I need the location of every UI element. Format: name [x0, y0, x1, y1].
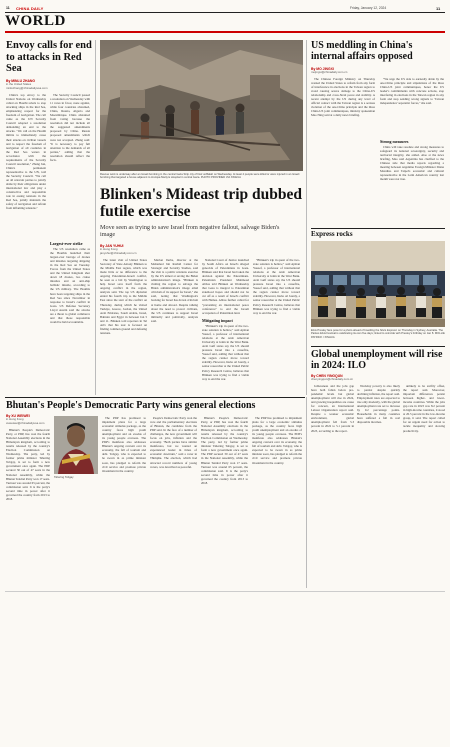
envoy-email: minluzhang@chinadailyusa.com	[6, 85, 48, 90]
envoy-location: in the United States	[6, 82, 32, 86]
meddling-body-3: China will take resolute and strong measures to safeguard its national sovereignty, security and territorial integrity, she added. Also at the news briefing, Mao said Argentina has clarified to the Chinese side that media reports regarding a meeting between Argentine Foreign Minister Diana Mondino and Taipei's economic and cultural representative in the Latin American country last month were not true.	[380, 145, 444, 182]
blinken-body-3b: "Blinken's trip in quest of the two-state solution is hollow," said Ayman Yousef, a professor of international relations at the Arab American University at Jenin in the West Bank. Arab Gulf states say the US should pressure Israel into a ceasefire, Yousef said, adding that without that the region cannot move toward stability. However, Kubo Al Jounly, a senior researcher at the United Public Policy Research Centre, believes that Blinken was trying to find a viable way to end the war.	[202, 324, 249, 381]
bhutan-body-2: The PDP has promised to implement plans for a large economic stimulus package, as the country faces high youth unemployment and an exodus of its young people overseas. The PDP's manifesto also addresses Bhutan's ongoing concern over its economy, the fall of tourism and debt. Tobgay, who is expected to be sworn in as prime minister soon, has pledged to reform the civil service and promote private investment in the country.	[102, 416, 146, 473]
envoy-headline: Envoy calls for end to attacks in Red Sea	[6, 40, 92, 74]
tobgay-photo-caption: Tshering Tobgay	[54, 476, 74, 479]
bhutan-location: in Hong Kong	[6, 417, 24, 421]
express-caption: Elvis Presley fans pose for a photo ahead of boarding the 'Elvis Express' on Thursday in Sydney, Australia. The Parkes Elvis Festival is celebrating its own five days; linked to coincide with Presley's birthday on Jan 8. MOLLIE PATRICK / XINHUA	[311, 329, 445, 339]
bhutan-body-1: Bhutan's People's Democratic Party, or PDP, has won the fourth National Assembly elections in the Himalayan kingdom, according to results released by the country's Election Commission on Wednesday. The party, led by former prime minister Tshering Tobgay, is set to form a new government once again. The PDP secured 30 out of 47 seats in the National Assembly, while the Bhutan Tendrel Party won 17 seats. Turnout was around 65 percent, the commission said. It is the party's second time in power after it governed the country from 2013 to 2018.	[6, 428, 50, 501]
gaza-photo-caption: Rescue work is underway after an Israeli bombing in the central Gaza Strip city of Deir al-Balah on Wednesday. At least 4 people were killed or were injured in an Israeli bombing that targeted a house adjacent to Al-Aqsa Martyrs Hospital in central Gaza. PHOTO PROVIDED VIA XINHUA	[100, 173, 300, 180]
meddling-body-2: "We urge the US side to earnestly abide by the one-China principle and stipulations of the three China-US joint communiques, honor the US leader's commitments with concrete actions, stop interfering in elections in the Taiwan region in any form and stop sending wrong signals to 'Taiwan independence' separatist forces," she said.	[380, 77, 444, 106]
blinken-deck: Move seen as trying to save Israel from negative fallout, salvage Biden's image	[100, 224, 280, 239]
bhutan-body-4: Bhutan's People's Democratic Party, or PDP, has won the fourth National Assembly elections in the Himalayan kingdom, according to results released by the country's Election Commission on Wednesday. The party, led by former prime minister Tshering Tobgay, is set to form a new government once again. The PDP secured 30 out of 47 seats in the National Assembly, while the Bhutan Tendrel Party won 17 seats. Turnout was around 65 percent, the commission said. It is the party's second time in power after it governed the country from 2013 to 2018.	[201, 416, 248, 485]
gaza-rescue-photo	[100, 40, 303, 171]
bhutan-body-5: The PDP has promised to implement plans for a large economic stimulus package, as the country faces high youth unemployment and an exodus of its young people overseas. The PDP's manifesto also addresses Bhutan's ongoing concern over its economy, the fall of tourism and debt. Tobgay, who is expected to be sworn in as prime minister soon, has pledged to reform the civil service and promote private investment in the country.	[252, 416, 302, 465]
express-title: Express rocks	[311, 230, 353, 238]
blinken-email: janyuhui@chinadaily.com.cn	[100, 250, 137, 255]
envoy-body-3: The US resolution came as the Houthis launched their largest-ever barrage of drones and missiles targeting shipping in the Red Sea on Tuesday. Forces from the United States and the United Kingdom shot down 18 drones, two cruise missiles and an anti-ship ballistic missile, according to the US military. The Houthis have been targeting ships in the Red Sea since November in response to Israel's conflict in Gaza. US Defense Secretary Lloyd Austin said the attacks are a threat to global commerce and that those responsible would be held accountable.	[50, 247, 90, 324]
blinken-author: By JAN YUHUI	[100, 244, 124, 248]
unemployment-headline: Global unemployment will rise in 2024: ILO	[311, 349, 443, 371]
unemployment-body-1: Joblessness and the jobs gap have both fallen below pre-pandemic levels but global unemployment will rise in 2024, and growing inequalities are cause for concern, an International Labour Organization report said. Despite a weaker economic environment, global unemployment fell from 5.3 percent in 2022 to 5.1 percent in 2023, according to the report.	[311, 384, 354, 433]
bhutan-author: By XU WEIWEI	[6, 414, 30, 418]
elvis-express-photo	[311, 241, 445, 327]
unemployment-body-3: unlikely to be swiftly offset, the report said. Moreover, important differences persist between higher- and lower-income countries. While the jobs gap rate in 2023 was 8.2 percent in high-income countries, it stood at 20.5 percent in the low-income group, it said. The report called for an urgent need for action to tackle inequality and slowing productivity.	[403, 384, 445, 433]
meddling-subhead: Strong measures	[380, 139, 409, 144]
bhutan-email: xuweiwei@chinadailyusa.com	[6, 420, 45, 425]
meddling-author: By MO JINGXI	[311, 67, 334, 71]
page-number-right: 11	[436, 5, 441, 11]
masthead-logo: CHINA DAILY	[16, 5, 44, 11]
meddling-body-1: The Chinese Foreign Ministry on Thursday warned the United States to refrain from any form of interference in elections in the Taiwan region to avoid causing severe damage to the China-US relationship and cross-Strait peace and stability. A recent attempt by the US during any level of official contact with the Taiwan region is a serious violation of the one-China principle and the three China-US joint communiques, ministry spokesman Mao Ning said at a daily news briefing.	[311, 77, 375, 118]
blinken-body-4: "Blinken's trip in quest of the two-state solution is hollow," said Ayman Yousef, a professor of international relations at the Arab American University at Jenin in the West Bank. Arab Gulf states say the US should pressure Israel into a ceasefire, Yousef said, adding that without that the region cannot move toward stability. However, Kubo Al Jounly, a senior researcher at the United Public Policy Research Centre, believes that Blinken was trying to find a viable way to end the war.	[253, 258, 300, 315]
unemployment-author: By CHEN YINGQUN	[311, 374, 343, 378]
envoy-body-1: China's top envoy to the United Nations on Wednesday called on Houthi rebels to stop attacking ships in the Red Sea, emphasizing respect for the freedom of navigation. The call came as the UN Security Council adopted a resolution demanding an end to the attacks. "We call on the Houthi militia to immediately cease their attacks on civilian vessels and to respect the freedom of navigation of all countries in the Red Sea waters in accordance with the requirements of the Security Council resolution," Zhang Jun, China's permanent representative to the UN, told the Security Council. "We call on all relevant parties to jointly abide by their obligations under international law and play a constructive and responsible role in easing tensions in the Red Sea, jointly maintain the safety of navigation and refrain from inflaming tensions."	[6, 93, 46, 211]
blinken-location: in Hong Kong	[100, 247, 118, 251]
envoy-body-2: The Security Council passed a resolution on Wednesday with 11 votes in favor, none against, while four countries abstained, China, Russia, Algeria and Mozambique. China abstained from voting because the resolution did not include all the suggested amendments proposed by China. Russia proposed amendments which were not accepted. Zhang said: "It is necessary to pay full attention to the demands of all parties," adding that the resolution should reflect the facts.	[50, 93, 90, 162]
blinken-headline: Blinken's Mideast trip dubbed futile exercise	[100, 186, 302, 220]
envoy-author: By MINLU ZHANG	[6, 79, 36, 83]
meddling-headline: US meddling in China's internal affairs opposed	[311, 40, 413, 62]
blinken-body-2: Marlon Ilerbe, director at the Mohamed bin Rashid Center for Strategic and Security Studies, said the visit is a public relations exercise by the US aimed at saving the Biden administration's image. "Blinken is visiting the region to salvage the Biden administration's image amid criticism of its support for Israel," she said, noting that Washington's backing for Israel has drawn criticism at home and abroad. Despite talking about the need to protect civilians, the US continues to support Israel militarily and politically, analysts said.	[151, 258, 198, 323]
bhutan-headline: Bhutan's People's Democratic Party wins general elections	[6, 400, 256, 411]
page-number: 11	[6, 6, 10, 10]
tshering-tobgay-photo	[54, 416, 98, 474]
bhutan-body-3: People's Democratic Party won the vote and the parliamentary elections of Bhutan, the candidate from the PDP said. In the face of a number of challenges, the new government will focus on jobs, inflation and the economy. "Both parties have similar manifestos, but we wanted an experienced leader in times of economic downturn," said a voter in Thimphu. The election, which had attracted record numbers of young voters, was described as peaceful.	[150, 416, 197, 469]
blinken-body-3: National Court of Justice launched by South Africa on Israel's alleged genocide of Palestinians in Gaza. Blinken said that Israel had taken the decision against the Palestinians. Palestinian President Mahmoud Abbas told Blinken on Wednesday that Gaza is integral to Palestinian statehood hopes and should not be cut off as a result of Israel's conflict with Hamas. Abbas further called for "preventing an international peace conference" to end the Israeli occupation of Palestinian land.	[202, 258, 249, 315]
blinken-body-1: The latest visit of United States Secretary of State Antony Blinken to the Middle East region, which was made little or no difference to the ongoing Palestinian-Israeli conflict, he seen as a bid by Washington to help Israel save itself from the ongoing conflict in the region, analysts said. The top US diplomat ended his fourth trip to the Middle East since the start of the conflict on Thursday, during which he visited Turkiye, Greece, Jordan, the United Arab Emirates, Saudi Arabia, Israel, Bahrain and Egypt in between Jan 5 and 11. Blinken told reporters in Tel Aviv that his tour is focused on finding common ground and defusing tensions.	[100, 258, 147, 335]
meddling-email: mojingxi@chinadaily.com.cn	[311, 70, 348, 74]
blinken-subhead: Mitigating impact	[202, 318, 233, 323]
envoy-subhead: Largest-ever strike	[50, 241, 83, 246]
masthead-date: Friday, January 12, 2024	[350, 6, 387, 10]
unemployment-body-2: Workday poverty is also likely to persist despite quickly declining inflation, the report said. Employment rates are expected to rise only modestly, with the global unemployment rate set to increase by 0.2 percentage points. Households in many countries have suffered a fall in real disposable incomes.	[357, 384, 400, 425]
section-title: WORLD	[5, 13, 66, 29]
unemployment-email: chenyingqun@chinadaily.com.cn	[311, 377, 354, 381]
